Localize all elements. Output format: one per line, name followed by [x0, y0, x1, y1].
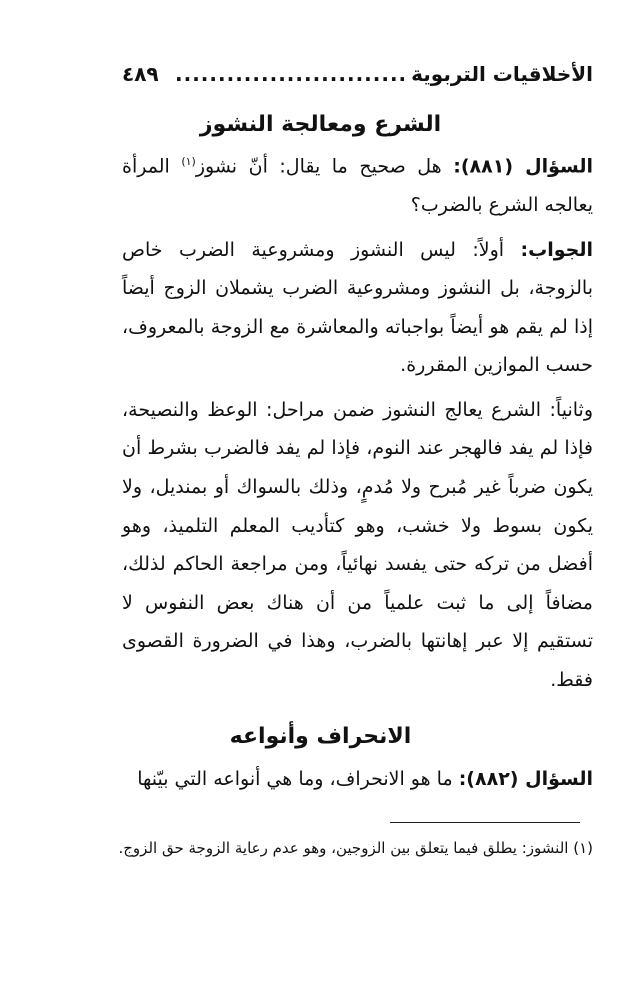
- answer-text-1: أولاً: ليس النشوز ومشروعية الضرب خاص بالزوجة، بل النشوز ومشروعية الضرب يشملان الزوج أيضاً إذا لم يقم هو أيضاً بواجباته والمعاشرة مع الزوجة بالمعروف، حسب الموازين المقررة.: [122, 238, 593, 377]
- running-header: [122, 62, 593, 86]
- header-leader-dots: ...........................: [175, 62, 408, 86]
- footnote-divider: [390, 822, 580, 823]
- question-881: [122, 143, 593, 225]
- question-label: السؤال (٨٨١):: [453, 155, 594, 178]
- section-heading-deviation: الانحراف وأنواعه: [229, 724, 412, 749]
- answer-text-2: وثانياً: الشرع يعالج النشوز ضمن مراحل: الوعظ والنصيحة، فإذا لم يفد فالهجر عند النوم، فإذا لم يفد فالضرب بشرط أن يكون ضرباً غير مُبرح ولا مُدمٍ، وذلك بالسواك أو بمنديل، ولا يكون بسوط ولا خشب، وهو كتأديب المعلم التلميذ، وهو أفضل من تركه حتى يفسد نهائياً، ومن مراجعة الحاكم لذلك، مضافاً إلى ما ثبت علمياً من أن هناك بعض النفوس لا تستقيم إلا عبر إهانتها بالضرب، وهذا في الضرورة القصوى فقط.: [122, 398, 593, 692]
- footnote-number: (١): [573, 839, 593, 857]
- footnote: [86, 832, 593, 864]
- section-body-deviation: [122, 760, 593, 805]
- footnote-text: النشوز: يطلق فيما يتعلق بين الزوجين، وهو عدم رعاية الزوجة حق الزوج.: [118, 839, 569, 857]
- answer-paragraph-1: [122, 231, 593, 385]
- page-number: ٤٨٩: [122, 62, 159, 86]
- question-882: [122, 760, 593, 799]
- question-text: ما هو الانحراف، وما هي أنواعه التي بيّنها: [137, 768, 453, 790]
- question-text-part2: المرأة يعالجه الشرع بالضرب؟: [122, 155, 593, 216]
- section-heading-nushuz: الشرع ومعالجة النشوز: [199, 112, 442, 137]
- running-title: الأخلاقيات التربوية: [411, 62, 593, 86]
- question-text-part1: هل صحيح ما يقال: أنّ نشوز: [195, 155, 442, 178]
- answer-label: الجواب:: [520, 238, 593, 261]
- answer-paragraph-2: [122, 391, 593, 700]
- footnote-ref: (١): [181, 155, 196, 168]
- section-body-nushuz: [122, 143, 593, 706]
- question-label: السؤال (٨٨٢):: [458, 768, 593, 790]
